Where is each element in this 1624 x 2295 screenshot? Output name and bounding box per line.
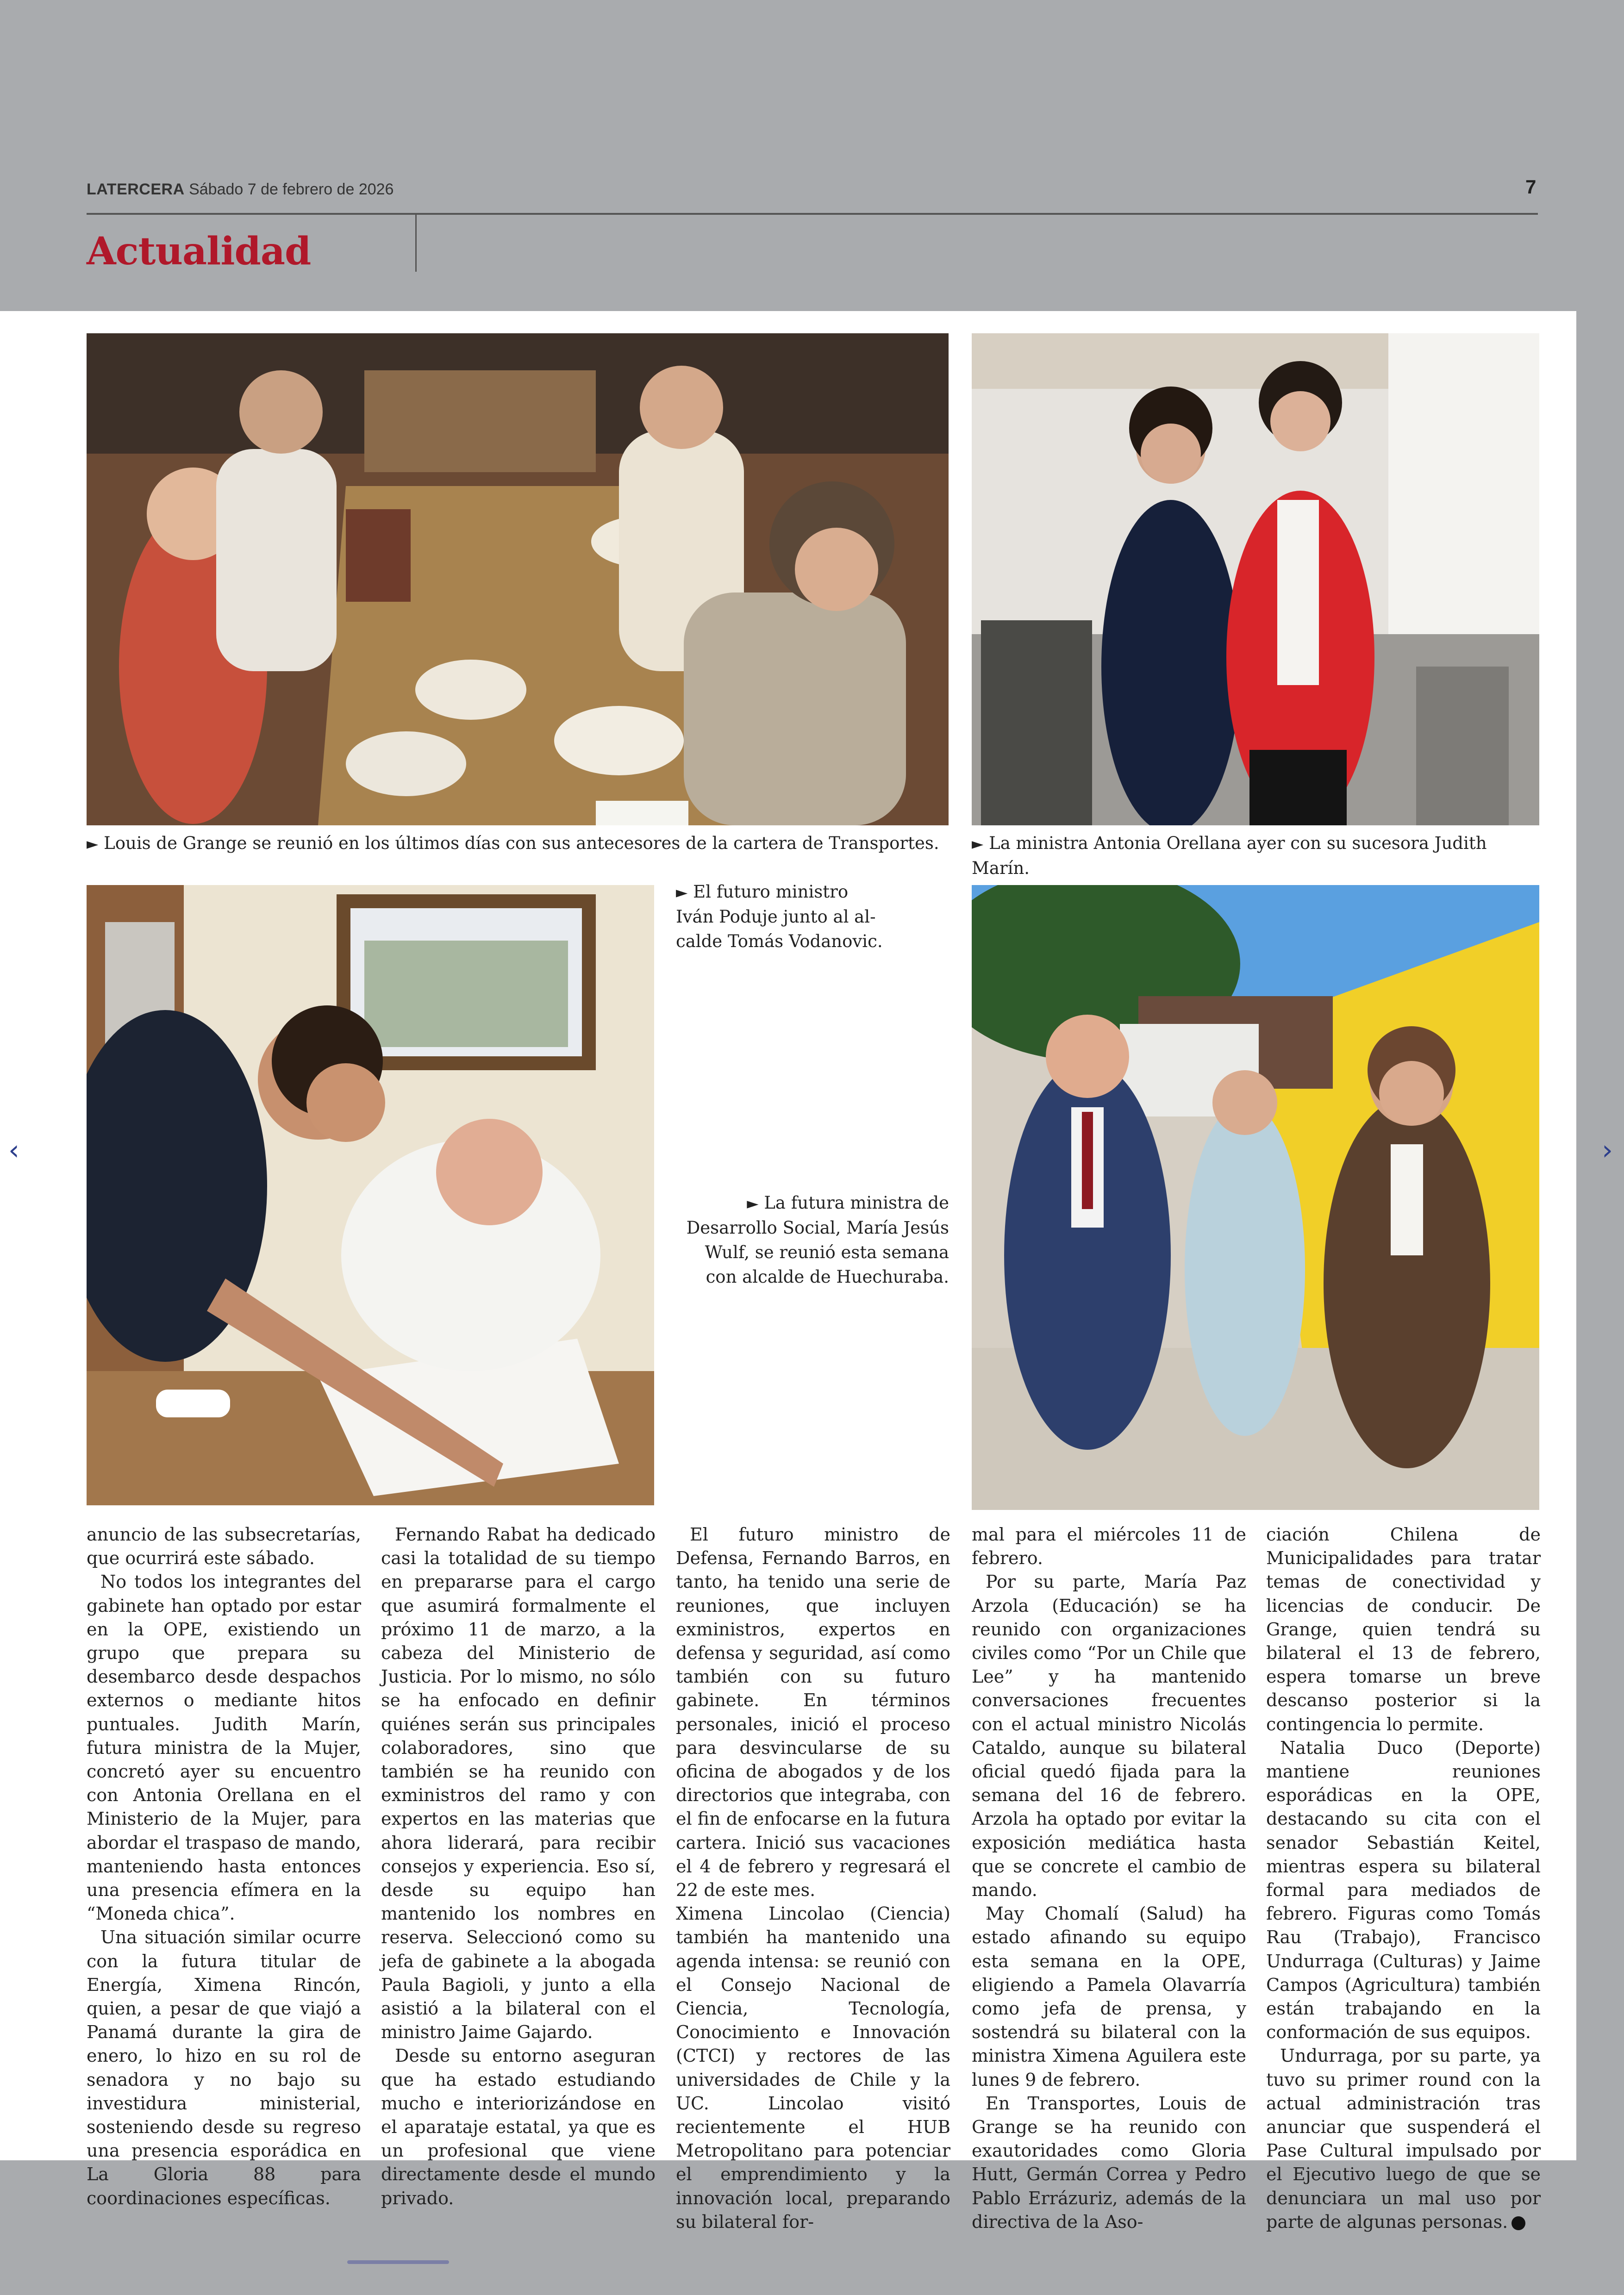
caption-line: con alcalde de Huechuraba. [706, 1267, 949, 1287]
page-scrollbar[interactable] [347, 2260, 449, 2264]
paragraph: Desde su entorno aseguran que ha estado estudiando mucho e interiorizándose en el aparataje estatal, ya que es un profesional que viene directamente desde el mundo privado. [381, 2046, 656, 2208]
paragraph: anuncio de las subsecretarías, que ocurrirá este sábado. [87, 1524, 361, 1569]
paragraph: En Transportes, Louis de Grange se ha reunido con exautoridades como Gloria Hutt, Germán Correa y Pedro Pablo Errázuriz, además de la directiva de la Aso- [972, 2093, 1246, 2232]
caption-arrow-icon: ► [747, 1194, 759, 1212]
caption-line: Desarrollo Social, María Jesús [686, 1218, 949, 1238]
photo-restaurant-meeting[interactable] [87, 333, 949, 825]
article-column-5 [1266, 1523, 1541, 2234]
paragraph: Undurraga, por su parte, ya tuvo su primer round con la actual administración tras anunciar que suspenderá el Pase Cultural impulsado por el Ejecutivo luego de que se denunciara un mal uso por parte de algunas personas. [1266, 2046, 1541, 2232]
issue-date: Sábado 7 de febrero de 2026 [189, 181, 394, 198]
article-column-4 [972, 1523, 1246, 2234]
header-divider [415, 214, 417, 272]
caption-text: La ministra Antonia Orellana ayer con su sucesora Judith Marín. [972, 833, 1487, 878]
caption-text: Louis de Grange se reunió en los últimos días con sus antecesores de la cartera de Transportes. [104, 833, 939, 853]
header-rule [87, 213, 1538, 215]
caption-arrow-icon: ► [676, 883, 688, 901]
paragraph: El futuro ministro de Defensa, Fernando Barros, en tanto, ha tenido una serie de reuniones, que incluyen exministros, expertos en defensa y seguridad, así como también con su futuro gabinete. En términos personales, inició el proceso para desvincularse de su oficina de abogados y de los directorios que integraba, con el fin de enfocarse en la futura cartera. Inició sus vacaciones el 4 de febrero y regresará el 22 de este mes. [676, 1524, 950, 1901]
section-title: Actualidad [87, 229, 311, 274]
page-number: 7 [1525, 176, 1537, 198]
paragraph: Natalia Duco (Deporte) mantiene reuniones esporádicas en la OPE, destacando su cita con el senador Sebastián Keitel, mientras espera su bilateral formal para mediados de febrero. Figuras como Tomás Rau (Trabajo), Francisco Undurraga (Culturas) y Jaime Campos (Agricultura) también están trabajando en la conformación de sus equipos. [1266, 1737, 1541, 2043]
caption-transportes [87, 831, 966, 856]
caption-wulf [676, 1191, 949, 1289]
caption-arrow-icon: ► [972, 835, 984, 853]
paragraph: Una situación similar ocurre con la futura titular de Energía, Ximena Rincón, quien, a pesar de que viajó a Panamá durante la gira de enero, lo hizo en su rol de senadora y no bajo su investidura ministerial, sosteniendo desde su regreso una presencia esporádica en La Gloria 88 para coordinaciones específicas. [87, 1927, 361, 2208]
caption-orellana [972, 831, 1541, 880]
caption-line: El futuro ministro [693, 882, 849, 902]
caption-line: Wulf, se reunió esta semana [705, 1242, 949, 1262]
paragraph: May Chomalí (Salud) ha estado afinando su equipo esta semana en la OPE, eligiendo a Pamela Olavarría como jefa de prensa, y sostendrá su bilateral con la ministra Ximena Aguilera este lunes 9 de febrero. [972, 1903, 1246, 2090]
caption-arrow-icon: ► [87, 835, 99, 853]
article-column-3 [676, 1523, 950, 2234]
paragraph: Por su parte, María Paz Arzola (Educación) se ha reunido con organizaciones civiles como “Por un Chile que Lee” y ha mantenido conversaciones frecuentes con el actual ministro Nicolás Cataldo, aunque su bilateral oficial quedó fijada para la semana del 16 de febrero. Arzola ha optado por evitar la exposición mediática hasta que se concrete el cambio de mando. [972, 1572, 1246, 1901]
caption-line: calde Tomás Vodanovic. [676, 931, 883, 951]
paragraph: ciación Chilena de Municipalidades para tratar temas de conectividad y licencias de conducir. De Grange, quien tendrá su bilateral el 13 de febrero, espera tomarse un breve descanso posterior si la contingencia lo permite. [1266, 1524, 1541, 1734]
article-column-1 [87, 1523, 361, 2210]
paragraph: mal para el miércoles 11 de febrero. [972, 1524, 1246, 1569]
caption-line: Iván Poduje junto al al- [676, 907, 876, 927]
paragraph: Ximena Lincolao (Ciencia) también ha mantenido una agenda intensa: se reunió con el Consejo Nacional de Ciencia, Tecnología, Conocimiento e Innovación (CTCI) y rectores de las universidades de Chile y la UC. Lincolao visitó recientemente el HUB Metropolitano para potenciar el emprendimiento y la innovación local, preparando su bilateral for- [676, 1903, 950, 2232]
next-page-button[interactable]: › [1602, 1134, 1613, 1166]
caption-line: La futura ministra de [764, 1193, 949, 1213]
photo-map-meeting[interactable] [87, 885, 654, 1505]
photo-ministers-women[interactable] [972, 333, 1539, 825]
end-of-article-icon [1512, 2216, 1525, 2230]
caption-poduje [676, 879, 954, 954]
paragraph: Fernando Rabat ha dedicado casi la totalidad de su tiempo en prepararse para el cargo que asumirá formalmente el próximo 11 de marzo, a la cabeza del Ministerio de Justicia. Por lo mismo, no sólo se ha enfocado en definir quiénes serán sus principales colaboradores, sino que también se ha reunido con exministros del ramo y con expertos en las materias que ahora liderará, para recibir consejos y experiencia. Eso sí, desde su equipo han mantenido los nombres en reserva. Seleccionó como su jefa de gabinete a la abogada Paula Bagioli, y junto a ella asistió a la bilateral con el ministro Jaime Gajardo. [381, 1524, 656, 2043]
prev-page-button[interactable]: ‹ [8, 1134, 19, 1166]
brand-name: LATERCERA [87, 181, 185, 198]
masthead [87, 181, 394, 199]
article-column-2 [381, 1523, 656, 2210]
photo-walking-group[interactable] [972, 885, 1539, 1510]
paragraph: No todos los integrantes del gabinete han optado por estar en la OPE, existiendo un grupo que prepara su desembarco desde despachos externos o mediante hitos puntuales. Judith Marín, futura ministra de la Mujer, concretó ayer su encuentro con Antonia Orellana en el Ministerio de la Mujer, para abordar el traspaso de mando, manteniendo hasta entonces una presencia efímera en la “Moneda chica”. [87, 1572, 361, 1924]
